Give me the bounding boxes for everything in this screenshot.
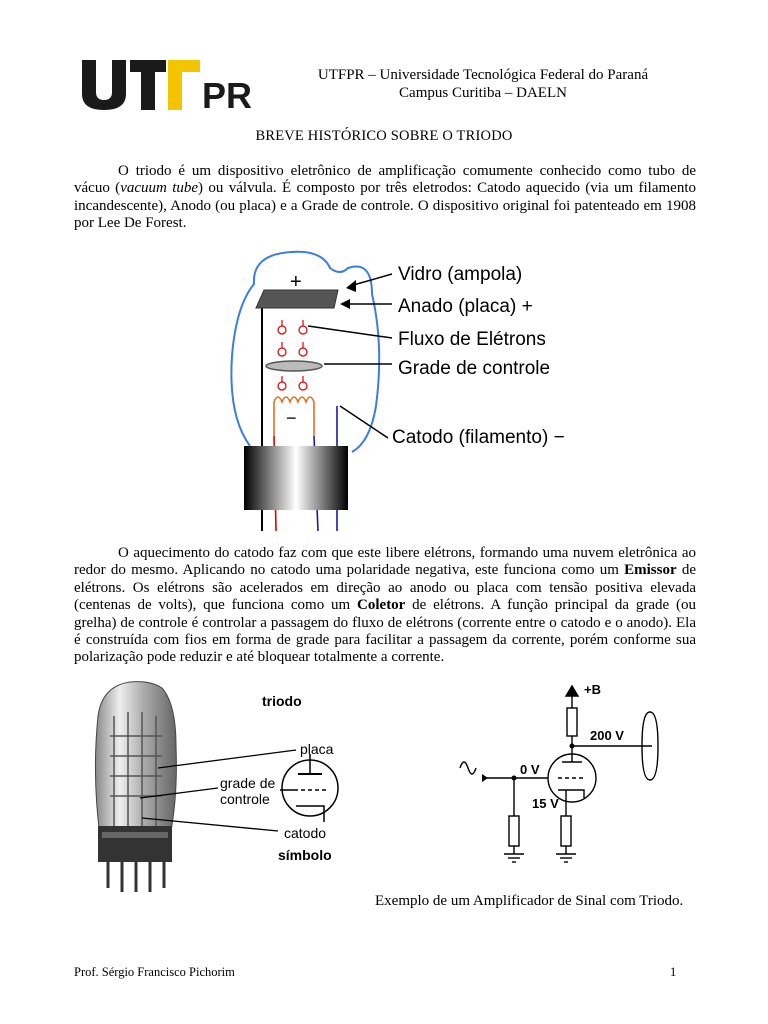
document-title: BREVE HISTÓRICO SOBRE O TRIODO (255, 128, 513, 144)
cathode-minus-sign: − (286, 408, 297, 428)
institution-line-1: UTFPR – Universidade Tecnológica Federal do Paraná (317, 67, 649, 83)
utfpr-logo (80, 56, 258, 112)
institution-header (268, 66, 698, 102)
label-control-grid: Grade de controle (398, 358, 551, 379)
label-15v: 15 V (532, 796, 559, 811)
label-simbolo: símbolo (278, 847, 332, 863)
label-placa: placa (300, 741, 334, 757)
label-200v: 200 V (590, 728, 624, 743)
label-electron-flow: Fluxo de Elétrons (398, 329, 546, 350)
figure-caption: Exemplo de um Amplificador de Sinal com Triodo. (375, 893, 684, 909)
institution-line-2: Campus Curitiba – DAELN (399, 85, 567, 101)
label-anode: Anado (placa) + (398, 296, 533, 317)
label-grade-de: grade de (220, 775, 276, 791)
label-plus-b: +B (584, 682, 601, 697)
amplifier-circuit-diagram (454, 682, 682, 868)
label-catodo: catodo (284, 825, 327, 841)
plate-plus-sign: + (290, 271, 302, 293)
label-0v: 0 V (520, 762, 540, 777)
paragraph-intro: O triodo é um dispositivo eletrônico de amplificação comumente conhecido como tubo de vácuo (vacuum tube) ou válvula. É composto por três eletrodos: Catodo aquecido (via um filamento incandescente), Anodo (ou placa) e a Grade de controle. O dispositivo original foi patenteado em 1908 por Lee De Forest. (74, 163, 697, 232)
label-controle: controle (220, 791, 270, 807)
label-glass: Vidro (ampola) (398, 264, 523, 285)
triode-structure-diagram (222, 246, 592, 531)
page-number: 1 (670, 965, 677, 979)
triode-photo-and-symbol (80, 676, 348, 894)
label-triodo: triodo (262, 693, 302, 709)
footer-author: Prof. Sérgio Francisco Pichorim (74, 965, 235, 979)
label-cathode: Catodo (filamento) − (392, 427, 565, 448)
svg-text:PR: PR (202, 75, 253, 112)
paragraph-operation: O aquecimento do catodo faz com que este libere elétrons, formando uma nuvem eletrônica ao redor do mesmo. Aplicando no catodo uma polaridade negativa, este funciona como um Emissor de elétrons. Os elétrons são acelerados em direção ao anodo ou placa com tensão positiva elevada (centenas de volts), que funciona como um Coletor de elétrons. A função principal da grade (ou grelha) de controle é controlar a passagem do fluxo de elétrons (corrente entre o catodo e o anodo). Ela é construída com fios em forma de grade para facilitar a passagem da corrente, porém conforme sua polarização pode reduzir e até bloquear totalmente a corrente. (74, 545, 696, 666)
